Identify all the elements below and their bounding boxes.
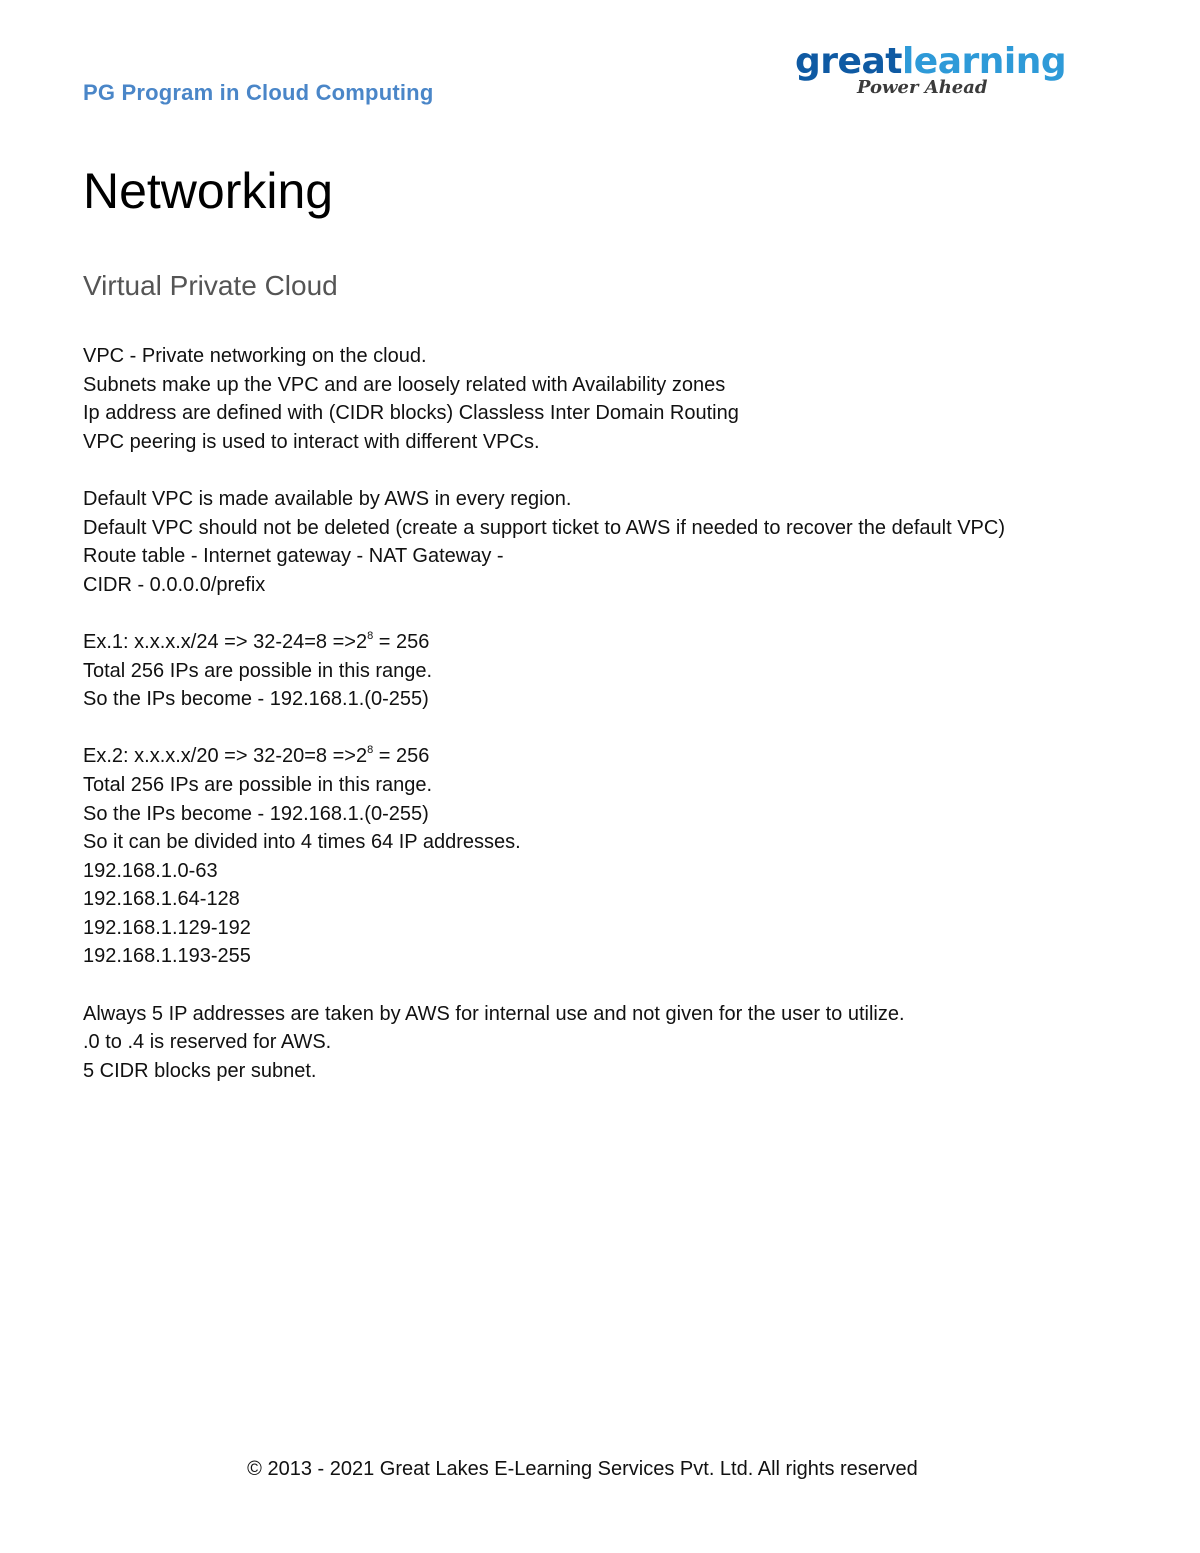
- text-line: So it can be divided into 4 times 64 IP addresses.: [83, 831, 521, 854]
- formula-exponent: 8: [367, 744, 374, 757]
- text-line: Route table - Internet gateway - NAT Gateway -: [83, 545, 504, 568]
- formula-suffix: = 256: [373, 745, 430, 768]
- text-line: Default VPC should not be deleted (create a support ticket to AWS if needed to recover the default VPC): [83, 516, 1006, 539]
- text-line: Ip address are defined with (CIDR blocks) Classless Inter Domain Routing: [83, 402, 739, 425]
- program-name: PG Program in Cloud Computing: [83, 80, 434, 105]
- formula-prefix: Ex.1: x.x.x.x/24 => 32-24=8 =>2: [83, 630, 368, 653]
- text-line: 5 CIDR blocks per subnet.: [83, 1059, 317, 1082]
- text-line: VPC peering is used to interact with different VPCs.: [83, 430, 540, 453]
- greatlearning-logo: [795, 40, 1067, 110]
- text-line: Total 256 IPs are possible in this range.: [83, 659, 433, 682]
- page-title: Networking: [83, 163, 334, 219]
- example-1-formula: [83, 628, 1123, 657]
- formula-exponent: 8: [367, 629, 374, 642]
- text-line: Default VPC is made available by AWS in every region.: [83, 487, 572, 510]
- ip-range-line: 192.168.1.129-192: [83, 916, 251, 939]
- ip-range-line: 192.168.1.0-63: [83, 859, 218, 882]
- text-line: VPC - Private networking on the cloud.: [83, 345, 427, 367]
- section-title: Virtual Private Cloud: [83, 270, 338, 301]
- text-line: Always 5 IP addresses are taken by AWS for internal use and not given for the user to utilize.: [83, 1002, 905, 1025]
- copyright-footer: © 2013 - 2021 Great Lakes E-Learning Services Pvt. Ltd. All rights reserved: [247, 1458, 918, 1480]
- text-line: Subnets make up the VPC and are loosely related with Availability zones: [83, 373, 726, 396]
- paragraph-gap: [83, 971, 1123, 1000]
- text-line: CIDR - 0.0.0.0/prefix: [83, 573, 266, 596]
- text-line: .0 to .4 is reserved for AWS.: [83, 1031, 332, 1054]
- paragraph-gap: [83, 456, 1123, 485]
- paragraph-gap: [83, 714, 1123, 743]
- ip-range-line: 192.168.1.193-255: [83, 945, 251, 968]
- document-body: [83, 342, 1123, 1085]
- example-2-formula: [83, 742, 1123, 771]
- logo-tagline: Power Ahead: [857, 77, 988, 98]
- logo-word-great: great: [795, 41, 902, 82]
- ip-range-line: 192.168.1.64-128: [83, 888, 240, 911]
- paragraph-gap: [83, 599, 1123, 628]
- formula-prefix: Ex.2: x.x.x.x/20 => 32-20=8 =>2: [83, 745, 368, 768]
- logo-word-learning: learning: [901, 41, 1067, 82]
- text-line: So the IPs become - 192.168.1.(0-255): [83, 802, 429, 825]
- text-line: So the IPs become - 192.168.1.(0-255): [83, 688, 429, 711]
- formula-suffix: = 256: [373, 630, 430, 653]
- text-line: Total 256 IPs are possible in this range.: [83, 773, 433, 796]
